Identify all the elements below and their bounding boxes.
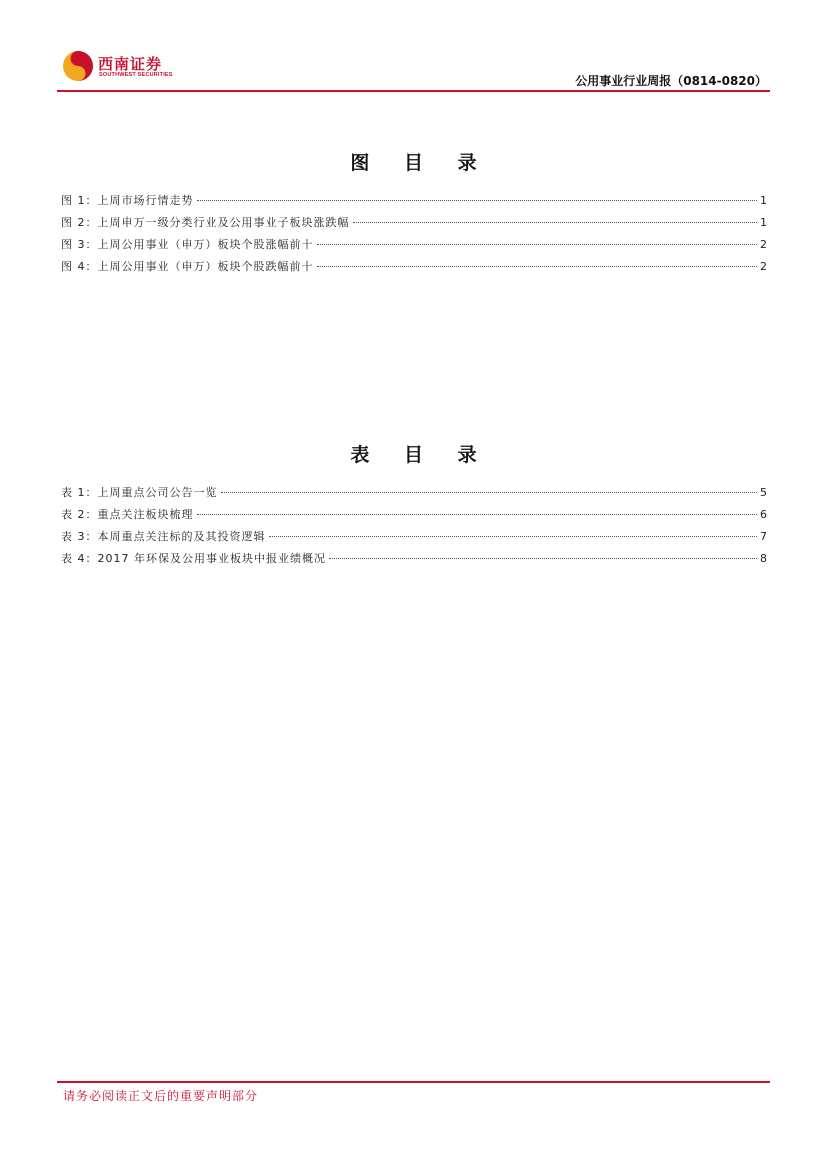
southwest-securities-logo-icon	[62, 50, 94, 82]
toc-leader-dots	[317, 266, 758, 267]
toc-leader-dots	[197, 514, 758, 515]
toc-leader-dots	[221, 492, 758, 493]
toc-item-page: 8	[760, 552, 767, 565]
brand-name-en: SOUTHWEST SECURITIES	[99, 72, 173, 78]
toc-item-page: 5	[760, 486, 767, 499]
footer-disclaimer: 请务必阅读正文后的重要声明部分	[63, 1089, 259, 1103]
tables-toc-item[interactable]	[61, 550, 767, 572]
brand-name-cn: 西南证券	[98, 55, 163, 73]
toc-leader-dots	[353, 222, 758, 223]
figures-toc-item[interactable]	[61, 214, 767, 236]
toc-leader-dots	[329, 558, 757, 559]
figures-toc-item[interactable]	[61, 236, 767, 258]
figures-toc-list	[61, 192, 767, 280]
tables-toc-item[interactable]	[61, 528, 767, 550]
toc-item-page: 2	[760, 238, 767, 251]
toc-item-page: 1	[760, 194, 767, 207]
toc-leader-dots	[197, 200, 758, 201]
tables-toc-item[interactable]	[61, 506, 767, 528]
toc-leader-dots	[269, 536, 758, 537]
tables-toc-item[interactable]	[61, 484, 767, 506]
toc-item-page: 2	[760, 260, 767, 273]
figures-toc-item[interactable]	[61, 258, 767, 280]
toc-item-label: 图 4：上周公用事业（申万）板块个股跌幅前十	[61, 260, 314, 273]
toc-item-label: 图 3：上周公用事业（申万）板块个股涨幅前十	[61, 238, 314, 251]
tables-toc-list	[61, 484, 767, 572]
toc-item-page: 7	[760, 530, 767, 543]
company-logo	[62, 50, 172, 84]
toc-item-page: 6	[760, 508, 767, 521]
header-divider	[57, 90, 770, 92]
figures-toc-item[interactable]	[61, 192, 767, 214]
toc-leader-dots	[317, 244, 758, 245]
figures-toc-title: 图 目 录	[350, 152, 491, 174]
footer-divider	[57, 1081, 770, 1083]
tables-toc-title: 表 目 录	[350, 444, 491, 466]
toc-item-label: 图 2：上周申万一级分类行业及公用事业子板块涨跌幅	[61, 216, 350, 229]
toc-item-page: 1	[760, 216, 767, 229]
toc-item-label: 图 1：上周市场行情走势	[61, 194, 194, 207]
toc-item-label: 表 2：重点关注板块梳理	[61, 508, 194, 521]
report-title: 公用事业行业周报（0814-0820）	[575, 74, 767, 88]
toc-item-label: 表 1：上周重点公司公告一览	[61, 486, 218, 499]
toc-item-label: 表 4：2017 年环保及公用事业板块中报业绩概况	[61, 552, 326, 565]
toc-item-label: 表 3：本周重点关注标的及其投资逻辑	[61, 530, 266, 543]
